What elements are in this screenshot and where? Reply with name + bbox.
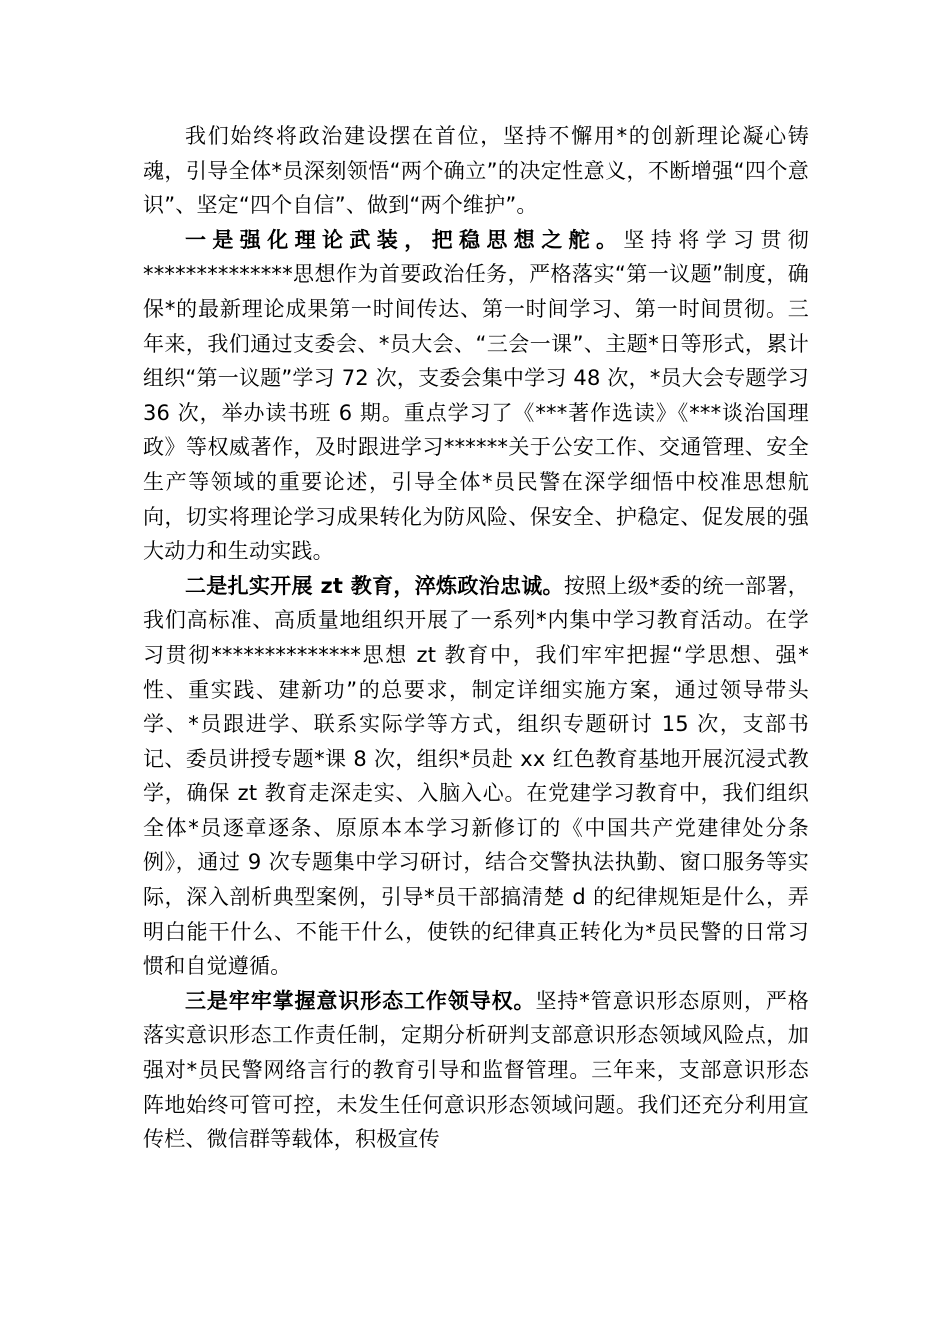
paragraph-lead: 二是扎实开展 zt 教育，淬炼政治忠诚。 bbox=[185, 573, 564, 598]
paragraph-text: 坚持*管意识形态原则，严格落实意识形态工作责任制，定期分析研判支部意识形态领域风险点，加强对*员民警网络言行的教育引导和监督管理。三年来，支部意识形态阵地始终可管可控，未发生任何意识形态领域问题。我们还充分利用宣传栏、微信群等载体，积极宣传 bbox=[143, 988, 809, 1152]
paragraph-text: 坚持将学习贯彻**************思想作为首要政治任务，严格落实“第一议题”制度，确保*的最新理论成果第一时间传达、第一时间学习、第一时间贯彻。三年来，我们通过支委会、*员大会、“三会一课”、主题*日等形式，累计组织“第一议题”学习 72 次，支委会集中学习 48 次，*员大会专题学习 36 次，举办读书班 6 期。重点学习了《***著作选读》《***谈治国理政》等权威著作，及时跟进学习******关于公安工作、交通管理、安全生产等领域的重要论述，引导全体*员民警在深学细悟中校准思想航向，切实将理论学习成果转化为防风险、保安全、护稳定、促发展的强大动力和生动实践。 bbox=[143, 227, 810, 564]
paragraph-lead: 一是强化理论武装，把稳思想之舵。 bbox=[185, 227, 624, 252]
paragraph-text: 我们始终将政治建设摆在首位，坚持不懈用*的创新理论凝心铸魂，引导全体*员深刻领悟“两个确立”的决定性意义，不断增强“四个意识”、坚定“四个自信”、做到“两个维护”。 bbox=[143, 124, 809, 218]
paragraph-lead: 三是牢牢掌握意识形态工作领导权。 bbox=[185, 988, 536, 1013]
paragraph-text: 按照上级*委的统一部署，我们高标准、高质量地组织开展了一系列*内集中学习教育活动。在学习贯彻**************思想 zt 教育中，我们牢牢把握“学思想、强*性、重实践、建新功”的总要求，制定详细实施方案，通过领导带头学、*员跟进学、联系实际学等方式，组织专题研讨 15 次，支部书记、委员讲授专题*课 8 次，组织*员赴 xx 红色教育基地开展沉浸式教学，确保 zt 教育走深走实、入脑入心。在党建学习教育中，我们组织全体*员逐章逐条、原原本本学习新修订的《中国共产党建律处分条例》，通过 9 次专题集中学习研讨，结合交警执法执勤、窗口服务等实际，深入剖析典型案例，引导*员干部搞清楚 d 的纪律规矩是什么，弄明白能干什么、不能干什么，使铁的纪律真正转化为*员民警的日常习惯和自觉遵循。 bbox=[143, 573, 809, 979]
paragraph-ideology bbox=[143, 984, 809, 1157]
paragraph-theory bbox=[143, 223, 809, 569]
paragraph-education bbox=[143, 569, 809, 984]
paragraph-intro bbox=[143, 119, 809, 223]
document-body bbox=[143, 119, 809, 1157]
